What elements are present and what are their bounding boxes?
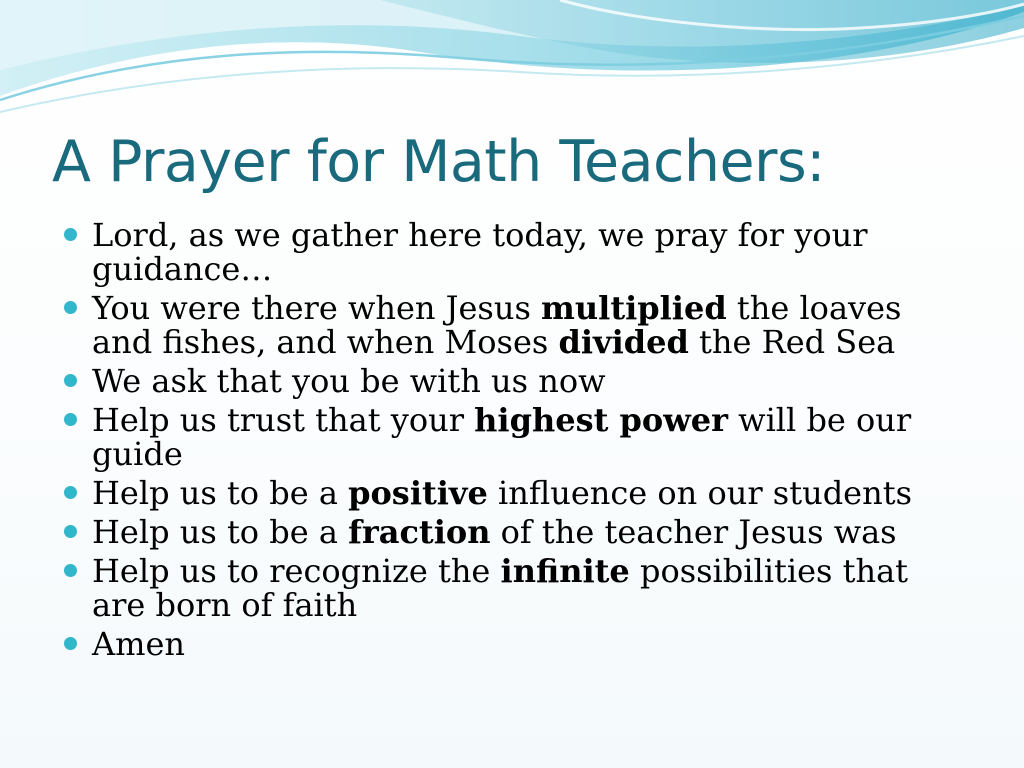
emphasis: multiplied	[541, 289, 727, 327]
bullet-dot-icon	[64, 374, 77, 387]
list-item	[62, 554, 962, 622]
bullet-text: We ask that you be with us now	[92, 362, 606, 400]
slide-title: A Prayer for Math Teachers:	[52, 129, 825, 195]
list-item	[62, 627, 962, 661]
list-item	[62, 476, 962, 510]
bullet-text: Amen	[92, 625, 185, 663]
bullet-text: Help us to be a fraction of the teacher Jesus was	[92, 513, 897, 551]
bullet-text: Help us to be a positive influence on our students	[92, 474, 912, 512]
bullet-text: Help us to recognize the infinite possibilities that are born of faith	[92, 552, 908, 624]
wave-header-decoration	[0, 0, 1024, 130]
list-item	[62, 515, 962, 549]
bullet-dot-icon	[64, 228, 77, 241]
list-item	[62, 364, 962, 398]
list-item	[62, 403, 962, 471]
emphasis: fraction	[348, 513, 491, 551]
list-item	[62, 218, 962, 286]
emphasis: infinite	[500, 552, 630, 590]
bullet-dot-icon	[64, 486, 77, 499]
bullet-dot-icon	[64, 564, 77, 577]
bullet-dot-icon	[64, 413, 77, 426]
bullet-text: You were there when Jesus multiplied the loaves and fishes, and when Moses divided the Red Sea	[92, 289, 902, 361]
emphasis: divided	[558, 323, 689, 361]
bullet-text: Lord, as we gather here today, we pray for your guidance…	[92, 216, 868, 288]
list-item	[62, 291, 962, 359]
bullet-dot-icon	[64, 525, 77, 538]
emphasis: positive	[348, 474, 488, 512]
emphasis: highest power	[474, 401, 728, 439]
bullet-text: Help us trust that your highest power will be our guide	[92, 401, 912, 473]
bullet-dot-icon	[64, 637, 77, 650]
bullet-dot-icon	[64, 301, 77, 314]
bullet-list	[62, 218, 962, 666]
